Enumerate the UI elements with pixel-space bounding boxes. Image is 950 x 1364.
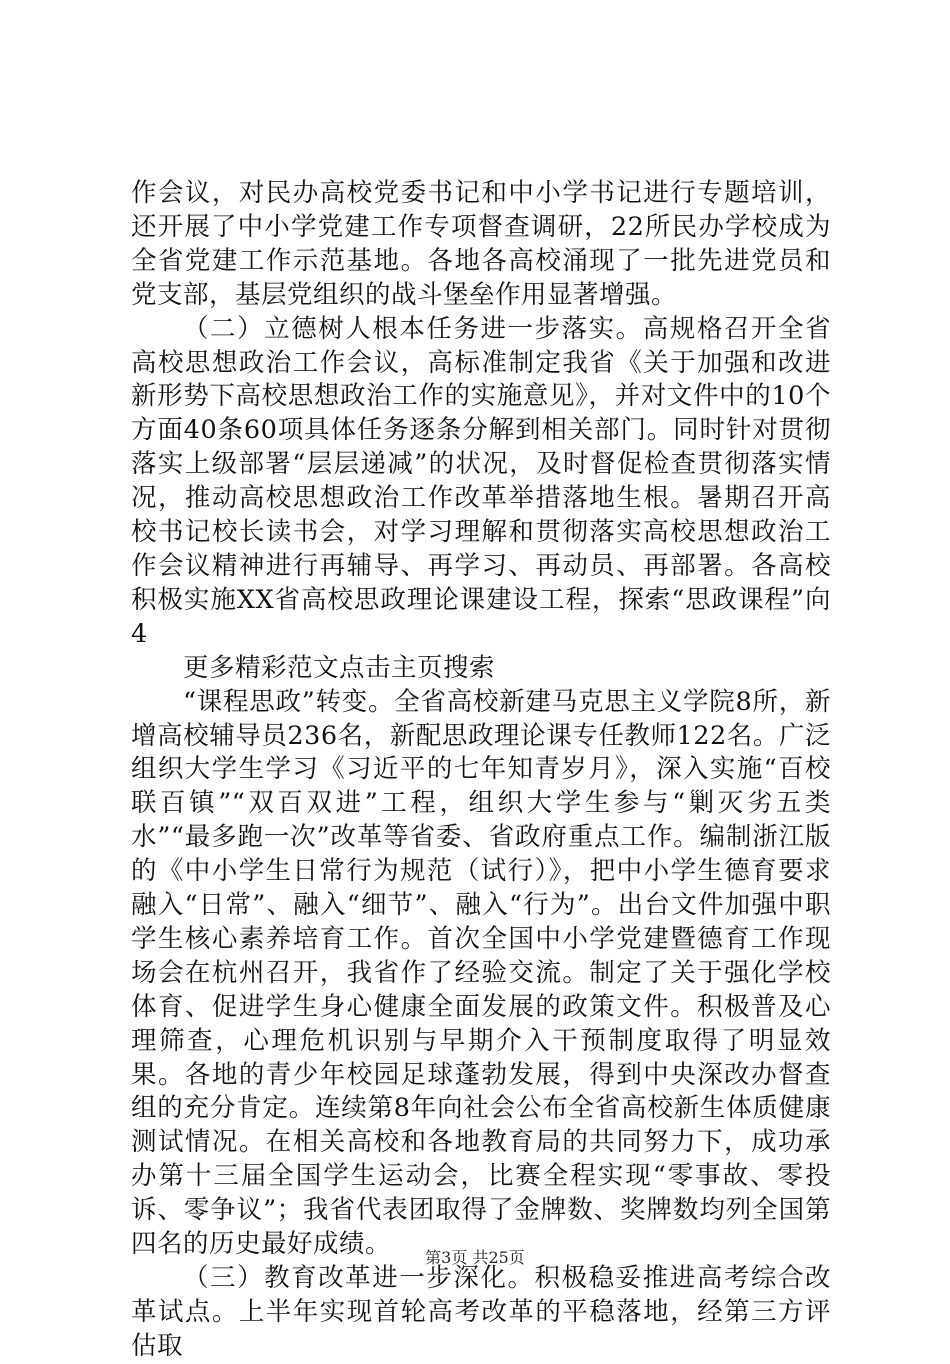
paragraph-party-building-continued: 作会议，对民办高校党委书记和中小学书记进行专题培训，还开展了中小学党建工作专项督查调研，22所民办学校成为全省党建工作示范基地。各地各高校涌现了一批先进党员和党支部，基层党组织的战斗堡垒作用显著增强。	[131, 178, 831, 310]
page-number-footer: 第3页 共25页	[425, 1248, 525, 1267]
paragraph-education-reform: （三）教育改革进一步深化。积极稳妥推进高考综合改革试点。上半年实现首轮高考改革的平稳落地，经第三方评估取	[131, 1263, 831, 1361]
document-body	[131, 177, 831, 1364]
paragraph-curriculum-ideology: “课程思政”转变。全省高校新建马克思主义学院8所，新增高校辅导员236名，新配思政理论课专任教师122名。广泛组织大学生学习《习近平的七年知青岁月》，深入实施“百校联百镇”“双百双进”工程，组织大学生参与“剿灭劣五类水”“最多跑一次”改革等省委、省政府重点工作。编制浙江版的《中小学生日常行为规范（试行）》，把中小学生德育要求融入“日常”、融入“细节”、融入“行为”。出台文件加强中职学生核心素养培育工作。首次全国中小学党建暨德育工作现场会在杭州召开，我省作了经验交流。制定了关于强化学校体育、促进学生身心健康全面发展的政策文件。积极普及心理筛查，心理危机识别与早期介入干预制度取得了明显效果。各地的青少年校园足球蓬勃发展，得到中央深改办督查组的充分肯定。连续第8年向社会公布全省高校新生体质健康测试情况。在相关高校和各地教育局的共同努力下，成功承办第十三届全国学生运动会，比赛全程实现“零事故、零投诉、零争议”；我省代表团取得了金牌数、奖牌数均列全国第四名的历史最好成绩。	[131, 686, 831, 1260]
paragraph-moral-education: （二）立德树人根本任务进一步落实。高规格召开全省高校思想政治工作会议，高标准制定我省《关于加强和改进新形势下高校思想政治工作的实施意见》，并对文件中的10个方面40条60项具体任务逐条分解到相关部门。同时针对贯彻落实上级部署“层层递减”的状况，及时督促检查贯彻落实情况，推动高校思想政治工作改革举措落地生根。暑期召开高校书记校长读书会，对学习理解和贯彻落实高校思想政治工作会议精神进行再辅导、再学习、再动员、再部署。各高校积极实施XX省高校思政理论课建设工程，探索“思政课程”向4	[131, 313, 831, 649]
promo-line: 更多精彩范文点击主页搜索	[183, 652, 496, 683]
